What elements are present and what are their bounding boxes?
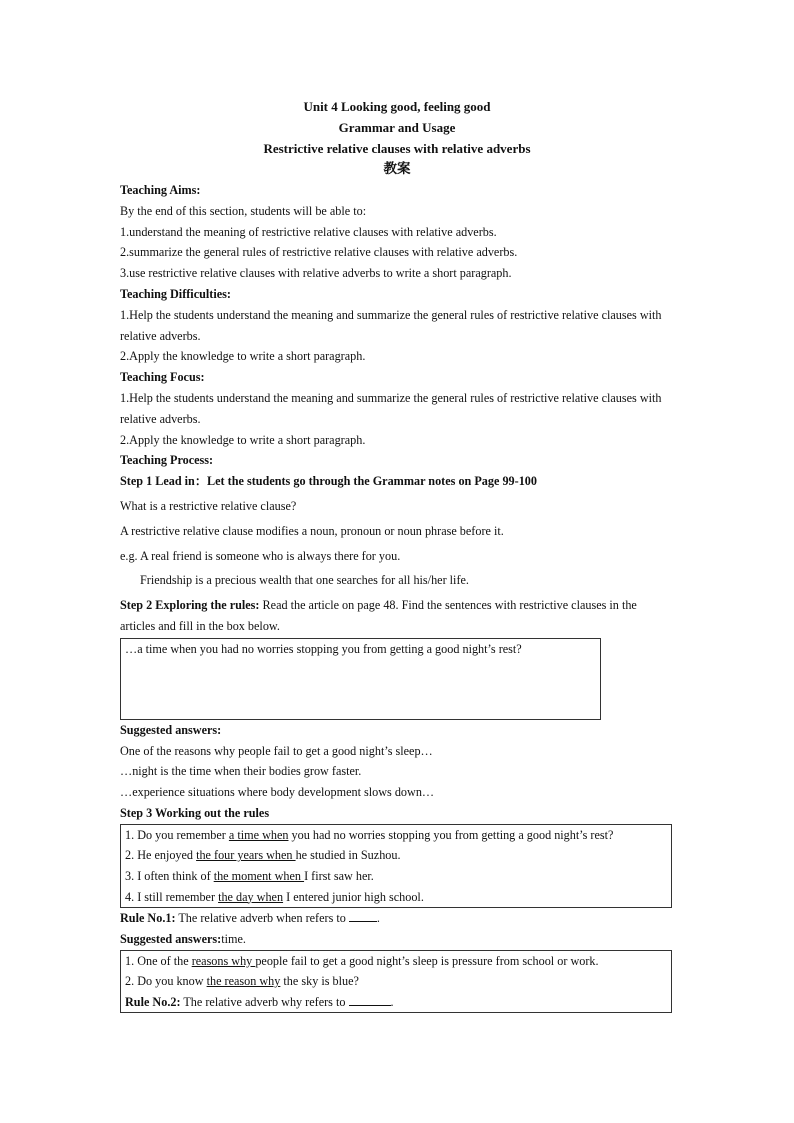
- aims-item: 1.understand the meaning of restrictive relative clauses with relative adverbs.: [120, 224, 497, 239]
- underlined-phrase: the reason why: [206, 974, 281, 989]
- step2-title: Step 2 Exploring the rules:: [120, 598, 260, 613]
- answers-label: Suggested answers:: [120, 931, 222, 946]
- rule-1-answer: [120, 929, 674, 950]
- lesson-plan-page: [120, 96, 674, 1013]
- aims-item: 2.summarize the general rules of restrictive relative clauses with relative adverbs.: [120, 245, 518, 260]
- rule-end: .: [376, 911, 380, 926]
- focus-item: 1.Help the students understand the meaning and summarize the general rules of restrictive relative clauses with relative adverbs.: [120, 390, 662, 426]
- underlined-phrase: reasons why: [191, 953, 256, 968]
- focus-heading: Teaching Focus:: [120, 370, 205, 385]
- rule-1: [120, 908, 674, 929]
- step2-answer: One of the reasons why people fail to get a good night’s sleep…: [120, 743, 433, 758]
- rule-2: [125, 992, 667, 1013]
- step2-answers-heading: Suggested answers:: [120, 722, 222, 737]
- step1-example: Friendship is a precious wealth that one searches for all his/her life.: [140, 573, 469, 588]
- example-sentence: [125, 971, 667, 992]
- unit-title: Unit 4 Looking good, feeling good: [303, 99, 491, 114]
- sentence-text: 3. I often think of: [125, 868, 214, 883]
- process-heading: Teaching Process:: [120, 453, 214, 468]
- example-sentence: [125, 887, 667, 908]
- example-sentence: [125, 866, 667, 887]
- rule-label: Rule No.1:: [120, 911, 176, 926]
- step2-answer: …experience situations where body development slows down…: [120, 785, 435, 800]
- underlined-phrase: a time when: [228, 827, 289, 842]
- sentence-text: I first saw her.: [304, 868, 374, 883]
- difficulties-item: 1.Help the students understand the meaning and summarize the general rules of restrictive relative clauses with relative adverbs.: [120, 307, 662, 343]
- aims-item: 3.use restrictive relative clauses with relative adverbs to write a short paragraph.: [120, 266, 512, 281]
- focus-item: 2.Apply the knowledge to write a short paragraph.: [120, 432, 366, 447]
- step1-definition: A restrictive relative clause modifies a noun, pronoun or noun phrase before it.: [120, 523, 504, 538]
- rule-end: .: [390, 994, 394, 1009]
- rule-label: Rule No.2:: [125, 994, 181, 1009]
- sentence-text: 2. He enjoyed: [125, 848, 197, 863]
- step3-examples-box-when: [120, 824, 672, 908]
- fill-blank[interactable]: [349, 995, 391, 1006]
- example-sentence: [125, 825, 667, 846]
- sentence-text: people fail to get a good night’s sleep is pressure from school or work.: [255, 953, 599, 968]
- sentence-text: 4. I still remember: [125, 889, 219, 904]
- topic-title: Restrictive relative clauses with relative adverbs: [263, 141, 531, 156]
- cn-title: 教案: [383, 161, 411, 177]
- example-sentence: [125, 845, 667, 866]
- rule-text: The relative adverb why refers to: [180, 994, 349, 1009]
- underlined-phrase: the four years when: [196, 848, 296, 863]
- step2-answer-box: [120, 638, 601, 720]
- step2-paragraph: [120, 595, 674, 637]
- step2-answer: …night is the time when their bodies grow faster.: [120, 764, 362, 779]
- aims-heading: Teaching Aims:: [120, 183, 201, 197]
- difficulties-item: 2.Apply the knowledge to write a short paragraph.: [120, 349, 366, 364]
- aims-intro: By the end of this section, students will be able to:: [120, 203, 367, 218]
- underlined-phrase: the moment when: [213, 868, 305, 883]
- sentence-text: 1. Do you remember: [125, 827, 229, 842]
- sentence-text: he studied in Suzhou.: [295, 848, 401, 863]
- underlined-phrase: the day when: [218, 889, 284, 904]
- step2-instruction: Read the article on page 48. Find the sentences with restrictive clauses in the articles and fill in the box below.: [120, 598, 637, 633]
- sentence-text: 2. Do you know: [125, 974, 207, 989]
- section-title: Grammar and Usage: [338, 120, 456, 135]
- fill-blank[interactable]: [349, 911, 377, 922]
- step2-box-text: …a time when you had no worries stopping you from getting a good night’s rest?: [125, 641, 522, 656]
- sentence-text: I entered junior high school.: [283, 889, 424, 904]
- sentence-text: you had no worries stopping you from getting a good night’s rest?: [288, 827, 614, 842]
- difficulties-heading: Teaching Difficulties:: [120, 286, 231, 301]
- sentence-text: 1. One of the: [125, 953, 192, 968]
- example-sentence: [125, 951, 667, 972]
- rule-text: The relative adverb when refers to: [175, 911, 349, 926]
- step1-question: What is a restrictive relative clause?: [120, 498, 297, 513]
- step3-title: Step 3 Working out the rules: [120, 805, 270, 820]
- step1-example: e.g. A real friend is someone who is always there for you.: [120, 548, 401, 563]
- answers-text: time.: [221, 931, 246, 946]
- step1-title: Step 1 Lead in：Let the students go through the Grammar notes on Page 99-100: [120, 474, 537, 489]
- sentence-text: the sky is blue?: [280, 974, 359, 989]
- step3-examples-box-why: [120, 950, 672, 1014]
